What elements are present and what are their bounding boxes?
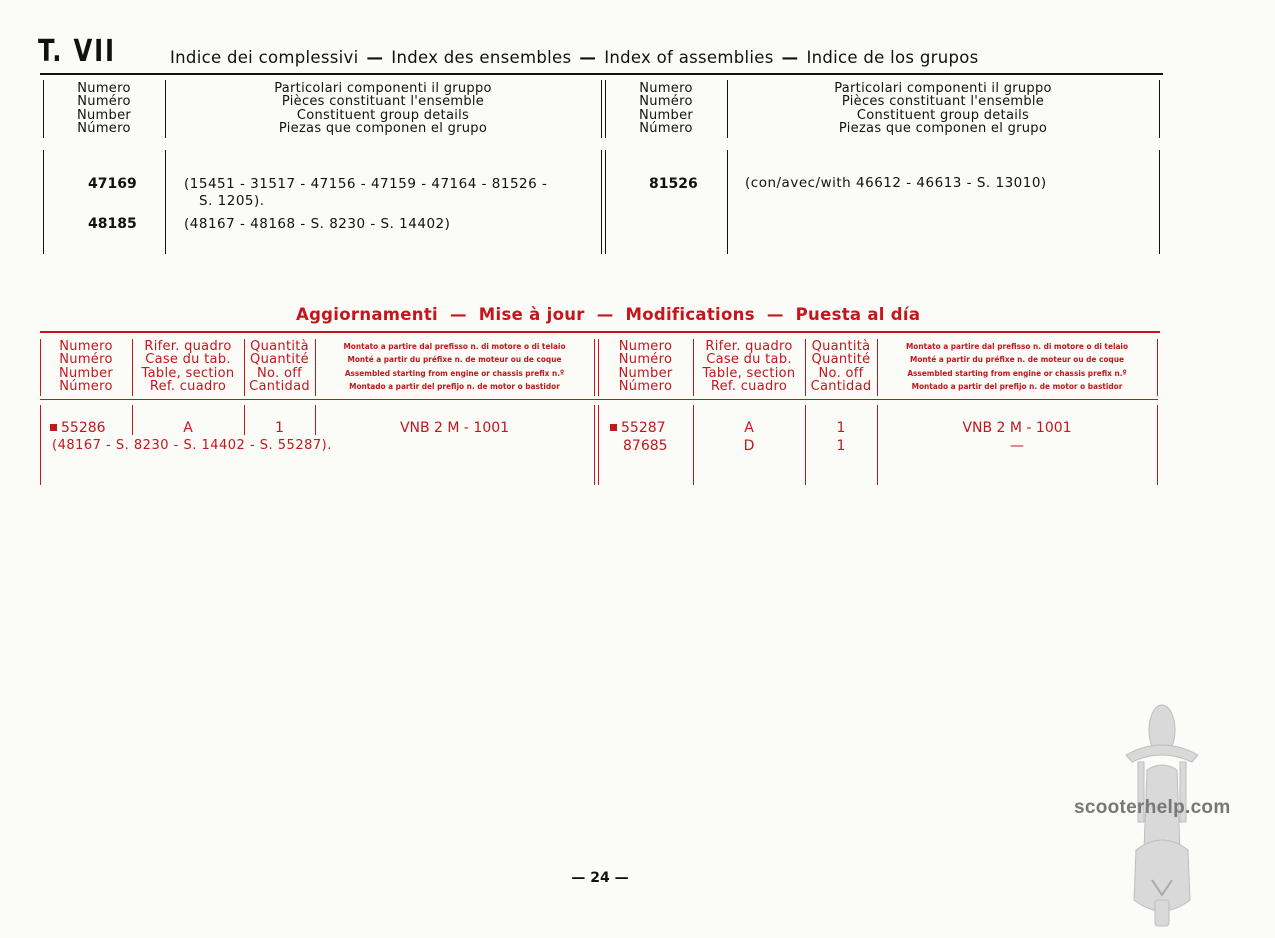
title-italian: Indice dei complessivi [170, 48, 359, 67]
assembly-parts: (con/avec/with 46612 - 46613 - S. 13010) [745, 175, 1047, 191]
marker-square-icon [50, 424, 57, 431]
column-header-ref: Rifer. quadro Case du tab. Table, section Ref. cuadro [702, 339, 796, 395]
update-mount: VNB 2 M - 1001 [962, 420, 1072, 436]
divider [727, 150, 728, 254]
assembly-parts: (48167 - 48168 - S. 8230 - S. 14402) [184, 216, 451, 232]
divider [594, 339, 595, 396]
update-qty: 1 [275, 420, 284, 436]
column-header-parts: Particolari componenti il gruppo Pièces constituant l'ensemble Constituent group details Piezas que componen el grupo [834, 81, 1052, 137]
title-french: Index des ensembles [391, 48, 572, 67]
column-header-number: Numero Numéro Number Número [618, 339, 673, 395]
update-note: (48167 - S. 8230 - S. 14402 - S. 55287). [52, 438, 332, 453]
assembly-number: 81526 [649, 176, 698, 192]
update-mount: — [1010, 438, 1024, 454]
divider [1157, 405, 1158, 485]
update-qty: 1 [836, 420, 846, 436]
assembly-number: 47169 [88, 176, 137, 192]
column-header-parts: Particolari componenti il gruppo Pièces constituant l'ensemble Constituent group details Piezas que componen el grupo [274, 81, 492, 137]
column-header-number: Numero Numéro Number Número [58, 339, 114, 395]
update-number: 87685 [623, 438, 668, 454]
assembly-parts: (15451 - 31517 - 47156 - 47159 - 47164 - 81526 - [184, 176, 548, 192]
divider [601, 150, 602, 254]
update-ref: A [183, 420, 193, 436]
update-qty: 1 [836, 438, 846, 454]
marker-square-icon [610, 424, 617, 431]
column-header-number: Numero Numéro Number Número [76, 81, 132, 137]
page-title: Indice dei complessivi — Index des ensembles — Index of assemblies — Indice de los grupos [170, 48, 979, 67]
column-header-qty: Quantità Quantité No. off Cantidad [249, 339, 310, 395]
update-mount: VNB 2 M - 1001 [399, 420, 510, 436]
header-rule [40, 73, 1163, 75]
column-header-qty: Quantità Quantité No. off Cantidad [810, 339, 872, 395]
column-header-ref: Rifer. quadro Case du tab. Table, section Ref. cuadro [141, 339, 235, 395]
column-header-number: Numero Numéro Number Número [638, 81, 694, 137]
assembly-parts-cont: S. 1205). [199, 193, 265, 209]
divider [594, 405, 595, 485]
divider [605, 150, 606, 254]
divider [43, 150, 44, 254]
update-ref: A [744, 420, 754, 436]
divider [1157, 339, 1158, 396]
divider [601, 80, 602, 138]
divider [40, 405, 41, 485]
updates-rule [40, 331, 1160, 333]
assembly-number: 48185 [88, 216, 137, 232]
watermark-text: scooterhelp.com [1074, 797, 1231, 818]
divider [598, 405, 599, 485]
column-header-mount: Montato a partire dal prefisso n. di motore o di telaio Monté a partir du préfixe n. de moteur ou de coque Assembled starting from engine or chassis prefix n.º Montado a partir del prefijo n. de motor o bastidor [343, 341, 566, 392]
column-header-mount: Montato a partire dal prefisso n. di motore o di telaio Monté a partir du préfixe n. de moteur ou de coque Assembled starting from engine or chassis prefix n.º Montado a partir del prefijo n. de motor o bastidor [905, 341, 1129, 392]
updates-title: Aggiornamenti — Mise à jour — Modifications — Puesta al día [296, 305, 921, 324]
update-number: 55286 [50, 420, 106, 436]
divider [165, 150, 166, 254]
update-number: 55287 [610, 420, 666, 436]
update-ref: D [743, 438, 755, 454]
updates-header-rule [40, 399, 1158, 400]
divider [1159, 150, 1160, 254]
divider [1159, 80, 1160, 138]
title-spanish: Indice de los grupos [806, 48, 979, 67]
page-number: — 24 — [571, 870, 629, 886]
title-english: Index of assemblies [604, 48, 774, 67]
table-number: T. VII [38, 34, 116, 69]
